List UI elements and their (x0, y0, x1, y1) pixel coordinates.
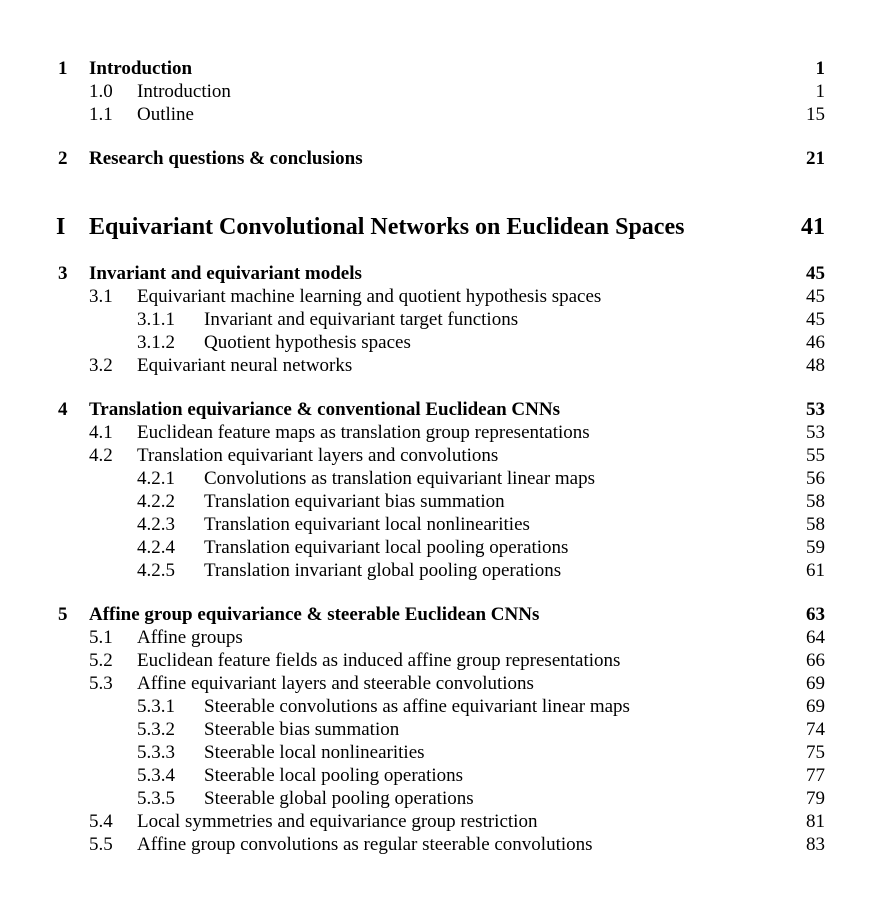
toc-entry-number: 5.3.3 (137, 742, 175, 763)
toc-entry-page: 58 (806, 514, 825, 535)
toc-entry-lvl1[interactable] (0, 810, 894, 833)
toc-entry-number: 3.1.2 (137, 332, 175, 353)
toc-entry-page: 61 (806, 560, 825, 581)
toc-entry-page: 79 (806, 788, 825, 809)
toc-entry-number: 4.2.3 (137, 514, 175, 535)
toc-entry-number: 5.5 (89, 834, 113, 855)
toc-entry-title: Introduction (89, 58, 193, 79)
toc-entry-title: Quotient hypothesis spaces (204, 332, 411, 353)
toc-entry-number: 5 (58, 604, 68, 625)
toc-entry-number: 4 (58, 399, 68, 420)
toc-entry-number: 3.1.1 (137, 309, 175, 330)
toc-entry-title: Affine equivariant layers and steerable convolutions (137, 673, 534, 694)
toc-entry-title: Steerable local pooling operations (204, 765, 464, 786)
toc-entry-lvl2[interactable] (0, 536, 894, 559)
toc-entry-title: Invariant and equivariant models (89, 263, 362, 284)
toc-entry-title: Affine group convolutions as regular steerable convolutions (137, 834, 593, 855)
toc-entry-lvl2[interactable] (0, 787, 894, 810)
toc-entry-number: 3.1 (89, 286, 113, 307)
toc-entry-title: Affine groups (137, 627, 243, 648)
toc-entry-lvl2[interactable] (0, 467, 894, 490)
toc-entry-lvl1[interactable] (0, 285, 894, 308)
toc-entry-page: 45 (806, 263, 825, 284)
toc-entry-number: 5.3 (89, 673, 113, 694)
toc-entry-number: 5.1 (89, 627, 113, 648)
toc-entry-lvl2[interactable] (0, 559, 894, 582)
toc-entry-number: 3 (58, 263, 68, 284)
toc-entry-page: 45 (806, 309, 825, 330)
toc-entry-page: 66 (806, 650, 825, 671)
toc-entry-page: 55 (806, 445, 825, 466)
toc-entry-title: Equivariant machine learning and quotient hypothesis spaces (137, 286, 602, 307)
toc-entry-page: 1 (815, 58, 825, 79)
toc-entry-page: 15 (806, 104, 825, 125)
toc-entry-title: Euclidean feature fields as induced affine group representations (137, 650, 621, 671)
toc-entry-page: 77 (806, 765, 825, 786)
toc-entry-lvl2[interactable] (0, 741, 894, 764)
toc-entry-title: Outline (137, 104, 194, 125)
toc-entry-title: Equivariant Convolutional Networks on Euclidean Spaces (89, 214, 685, 240)
toc-entry-title: Introduction (137, 81, 231, 102)
toc-entry-title: Translation equivariant local nonlinearities (204, 514, 530, 535)
toc-entry-lvl2[interactable] (0, 764, 894, 787)
toc-entry-chapter[interactable] (0, 603, 894, 626)
toc-entry-page: 1 (815, 81, 825, 102)
toc-entry-page: 69 (806, 673, 825, 694)
toc-entry-title: Steerable convolutions as affine equivariant linear maps (204, 696, 630, 717)
toc-entry-page: 58 (806, 491, 825, 512)
toc-entry-page: 75 (806, 742, 825, 763)
toc-entry-page: 59 (806, 537, 825, 558)
toc-entry-title: Equivariant neural networks (137, 355, 353, 376)
toc-entry-title: Research questions & conclusions (89, 148, 363, 169)
toc-entry-lvl1[interactable] (0, 421, 894, 444)
toc-entry-page: 48 (806, 355, 825, 376)
toc-entry-title: Steerable global pooling operations (204, 788, 474, 809)
toc-entry-title: Euclidean feature maps as translation group representations (137, 422, 590, 443)
toc-entry-page: 63 (806, 604, 825, 625)
toc-entry-lvl1[interactable] (0, 649, 894, 672)
toc-entry-page: 41 (801, 214, 825, 240)
toc-entry-lvl2[interactable] (0, 513, 894, 536)
toc-entry-number: 5.4 (89, 811, 113, 832)
toc-entry-number: 5.3.2 (137, 719, 175, 740)
toc-entry-title: Local symmetries and equivariance group restriction (137, 811, 538, 832)
toc-entry-page: 21 (806, 148, 825, 169)
toc-entry-title: Translation equivariant bias summation (204, 491, 505, 512)
toc-entry-number: 4.2.5 (137, 560, 175, 581)
toc-entry-number: 4.2 (89, 445, 113, 466)
toc-entry-lvl1[interactable] (0, 103, 894, 126)
toc-entry-chapter[interactable] (0, 147, 894, 170)
toc-entry-page: 69 (806, 696, 825, 717)
toc-entry-number: 4.2.1 (137, 468, 175, 489)
toc-entry-title: Translation equivariant layers and convolutions (137, 445, 499, 466)
toc-entry-title: Translation invariant global pooling operations (204, 560, 562, 581)
toc-entry-lvl2[interactable] (0, 308, 894, 331)
toc-entry-number: 5.3.1 (137, 696, 175, 717)
toc-entry-number: 5.3.5 (137, 788, 175, 809)
toc-entry-number: 4.1 (89, 422, 113, 443)
toc-entry-page: 45 (806, 286, 825, 307)
toc-entry-chapter[interactable] (0, 57, 894, 80)
toc-entry-title: Convolutions as translation equivariant linear maps (204, 468, 596, 489)
toc-entry-page: 56 (806, 468, 825, 489)
toc-entry-number: 4.2.2 (137, 491, 175, 512)
toc-entry-page: 74 (806, 719, 825, 740)
toc-entry-lvl2[interactable] (0, 718, 894, 741)
toc-entry-title: Translation equivariance & conventional Euclidean CNNs (89, 399, 560, 420)
toc-entry-lvl2[interactable] (0, 490, 894, 513)
toc-entry-page: 81 (806, 811, 825, 832)
toc-entry-page: 46 (806, 332, 825, 353)
toc-entry-number: 3.2 (89, 355, 113, 376)
toc-entry-lvl2[interactable] (0, 695, 894, 718)
toc-entry-page: 64 (806, 627, 825, 648)
toc-entry-number: 5.3.4 (137, 765, 175, 786)
toc-entry-lvl2[interactable] (0, 331, 894, 354)
toc-entry-page: 53 (806, 399, 825, 420)
toc-entry-chapter[interactable] (0, 398, 894, 421)
toc-entry-lvl1[interactable] (0, 80, 894, 103)
toc-entry-lvl1[interactable] (0, 833, 894, 856)
toc-entry-title: Translation equivariant local pooling operations (204, 537, 569, 558)
toc-entry-title: Steerable local nonlinearities (204, 742, 425, 763)
toc-entry-lvl1[interactable] (0, 626, 894, 649)
toc-entry-number: 1 (58, 58, 68, 79)
toc-entry-number: 5.2 (89, 650, 113, 671)
toc-entry-lvl1[interactable] (0, 354, 894, 377)
toc-entry-lvl1[interactable] (0, 444, 894, 467)
toc-entry-title: Invariant and equivariant target functions (204, 309, 519, 330)
toc-entry-title: Steerable bias summation (204, 719, 400, 740)
toc-entry-number: 2 (58, 148, 68, 169)
toc-entry-lvl1[interactable] (0, 672, 894, 695)
toc-entry-page: 83 (806, 834, 825, 855)
toc-entry-page: 53 (806, 422, 825, 443)
toc-entry-number: 4.2.4 (137, 537, 175, 558)
toc-entry-number: I (56, 214, 66, 240)
toc-entry-title: Affine group equivariance & steerable Euclidean CNNs (89, 604, 540, 625)
toc-entry-chapter[interactable] (0, 262, 894, 285)
toc-entry-number: 1.0 (89, 81, 113, 102)
toc-entry-part[interactable] (0, 212, 894, 242)
toc-entry-number: 1.1 (89, 104, 113, 125)
